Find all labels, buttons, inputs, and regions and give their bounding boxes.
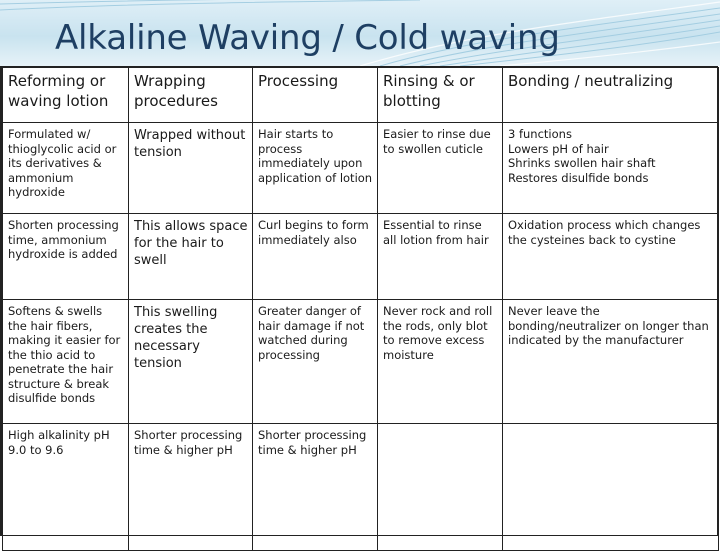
table-cell (503, 123, 719, 214)
table-cell: Wrapped without tension (129, 123, 253, 214)
header-cell: Reforming or waving lotion (3, 68, 129, 123)
table-cell: Shorter processing time & higher pH (253, 424, 378, 551)
table-cell: Never rock and roll the rods, only blot to remove excess moisture (378, 300, 503, 424)
table-cell (503, 424, 719, 551)
function-line: Lowers pH of hair (508, 141, 609, 156)
header-cell: Wrapping procedures (129, 68, 253, 123)
table-row (3, 424, 719, 551)
table-cell: High alkalinity pH 9.0 to 9.6 (3, 424, 129, 551)
table-cell: Easier to rinse due to swollen cuticle (378, 123, 503, 214)
header-cell: Bonding / neutralizing (503, 68, 719, 123)
table-cell: Softens & swells the hair fibers, making it easier for the thio acid to penetrate the hair structure & break disulfide bonds (3, 300, 129, 424)
function-line: 3 functions (508, 127, 572, 141)
table-cell: This swelling creates the necessary tension (129, 300, 253, 424)
table-cell: Formulated w/ thioglycolic acid or its derivatives & ammonium hydroxide (3, 123, 129, 214)
function-line: Restores disulfide bonds (508, 170, 649, 185)
table-row (3, 123, 719, 214)
table-cell: Shorten processing time, ammonium hydroxide is added (3, 214, 129, 300)
table-cell: Oxidation process which changes the cysteines back to cystine (503, 214, 719, 300)
comparison-table-frame (0, 66, 718, 536)
comparison-table (2, 67, 719, 551)
table-row (3, 214, 719, 300)
page-title: Alkaline Waving / Cold waving (55, 18, 560, 58)
table-header-row (3, 68, 719, 123)
table-cell: Shorter processing time & higher pH (129, 424, 253, 551)
table-cell: Essential to rinse all lotion from hair (378, 214, 503, 300)
function-line: Shrinks swollen hair shaft (508, 156, 656, 170)
header-cell: Rinsing & or blotting (378, 68, 503, 123)
table-cell: Curl begins to form immediately also (253, 214, 378, 300)
table-cell: Greater danger of hair damage if not watched during processing (253, 300, 378, 424)
header-cell: Processing (253, 68, 378, 123)
table-row (3, 300, 719, 424)
table-cell: This allows space for the hair to swell (129, 214, 253, 300)
title-banner (0, 0, 720, 66)
table-cell: Never leave the bonding/neutralizer on longer than indicated by the manufacturer (503, 300, 719, 424)
table-cell (378, 424, 503, 551)
table-cell: Hair starts to process immediately upon application of lotion (253, 123, 378, 214)
